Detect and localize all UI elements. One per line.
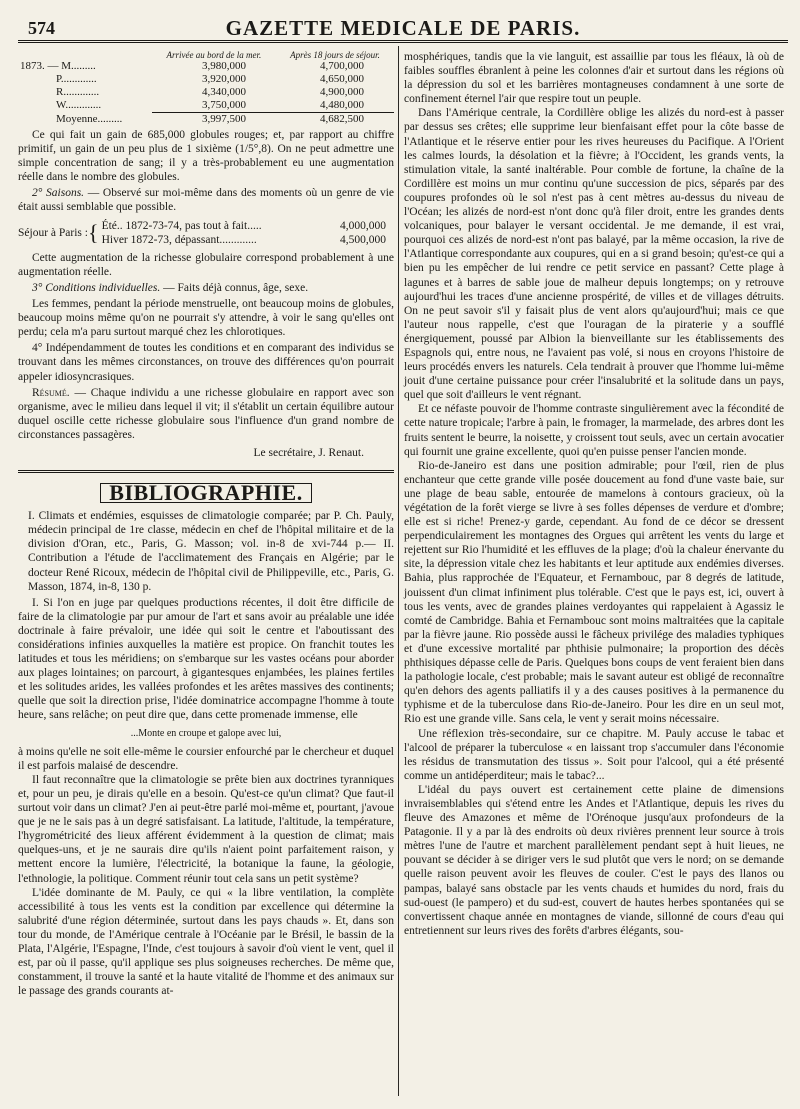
row-label: 1873. — M......... <box>20 60 96 72</box>
left-column <box>18 50 394 998</box>
bibliographic-reference: I. Climats et endémies, esquisses de climatologie comparée; par P. Ch. Pauly, médecin principal de 1re classe, médecin en chef de l'hôpital militaire et de la division d'Oran, etc., Paris, G. Masson; vol. in-8 de xvi-744 p.— II. Contribution a l'étude de l'acclimatement des Français en Algérie; par le docteur René Ricoux, médecin de l'hôpital civil de Philippeville, etc., Paris, G. Masson, 1874, in-8, 130 p. <box>28 510 394 593</box>
sejour-block <box>18 219 394 247</box>
quotation: ...Monte en croupe et galope avec lui, <box>130 727 282 739</box>
paragraph: Et ce néfaste pouvoir de l'homme contraste singulièrement avec la fécondité de cette nature tropicale; l'arbre à pain, le fromager, la marmelade, des arbres dont les fruits sentent le beurre, la noisette, y croissent tout seuls, avec un certain avocatier qui fournit une graine excellente, quoi qu'en puisse penser l'ancien monde. <box>404 403 784 458</box>
row-label: P............. <box>56 73 97 85</box>
mean-value-arrival: 3,997,500 <box>201 113 246 125</box>
row-label: W............. <box>56 99 102 112</box>
signature: Le secrétaire, J. Renaut. <box>253 446 364 459</box>
paragraph-heading: 2° Saisons. <box>32 187 85 200</box>
row-value-after: 4,650,000 <box>320 73 364 85</box>
paragraph-heading: 3° Conditions individuelles. <box>32 281 161 294</box>
paragraph: L'idéal du pays ouvert est certainement cette plaine de dimensions invraisemblables qui s'étend entre les Andes et l'Atlantique, depuis les rives du fleuve des Amazones et même de l'Orénoque jusqu'aux profondeurs de la Patagonie. Il y a par là des endroits où deux rivières prennent leur source à trois mètres l'une de l'autre et marchent parallèlement pendant sept à huit lieues, ne pouvant se décider à se diriger vers le sud plutôt que vers le nord; on se demande quelle raison peuvent avoir les fleuves de couler. C'est le pays des llanos ou pampas, balayé sans obstacle par les vents chauds et humides du nord, frais du sud-ouest (le pampero) et du sud-est, couvert de hautes herbes spontanées qui se convertissent chaque année en montagnes de viande, sillonné de cours d'eau qui entretiennent sur leurs rives des forêts d'arbres élégants, sou- <box>404 783 784 937</box>
row-value-arrival: 3,920,000 <box>201 73 246 85</box>
paragraph: 4° Indépendamment de toutes les conditions et en comparant des individus se trouvant dans les mêmes circonstances, on trouve des différences qu'on pourrait appeler idiosyncrasiques. <box>18 342 394 383</box>
paragraph: Cette augmentation de la richesse globulaire correspond probablement à une augmentation réelle. <box>18 251 394 278</box>
table-header-after: Après 18 jours de séjour. <box>290 50 380 60</box>
paragraph: Il faut reconnaître que la climatologie se prête bien aux doctrines tyranniques et, pour un peu, je dirais qu'elle en a besoin. Qu'est-ce qu'un climat? Que faut-il surtout voir dans un climat? J'en ai peut-être parlé moi-même et, pourtant, j'avoue que je ne le sais pas à un degré satisfaisant. La latitude, l'altitude, la température, l'hygrométricité des lieux afférent évidemment à la question de climat; mais quelques-uns, et je ne saurais dire qu'ils n'aient point parfaitement raison, y mettent encore la lumière, l'électricité, la botanique la faune, la géologie, l'ethnologie, la politique. Comment réunir tout cela sans un petit système? <box>18 773 394 885</box>
paragraph: Résumé. — Chaque individu a une richesse globulaire en rapport avec son organisme, avec le milieu dans lequel il vit; il s'établit un certain équilibre autour duquel oscille cette richesse globulaire sous l'influence d'un grand nombre de circonstances passagères. <box>18 386 394 441</box>
table-header-arrival: Arrivée au bord de la mer. <box>166 50 262 60</box>
row-value-after: 4,900,000 <box>320 86 364 98</box>
table-row <box>18 73 394 86</box>
paragraph: à moins qu'elle ne soit elle-même le coursier enfourché par le chercheur et duquel il est parfois malaisé de descendre. <box>18 745 394 772</box>
table-row <box>18 99 394 113</box>
table-mean-row <box>18 113 394 127</box>
section-divider <box>18 470 394 473</box>
paragraph: L'idée dominante de M. Pauly, ce qui « la libre ventilation, la complète accessibilité à tous les vents est la condition par excellence qui détermine la salubrité d'une région déterminée, surtout dans les pays chauds ». Et, dans son tour du monde, de l'Amérique centrale à l'Océanie par le Brésil, le bassin de la Plata, l'Algérie, l'Espagne, l'Inde, c'est toujours à savoir d'où vient le vent, quel il est, par où il passe, qu'il applique ses plus soigneuses recherches. De même que, constamment, il trouve la santé et la haute vitalité de l'homme et des animaux sur le passage des grands courants at- <box>18 886 394 998</box>
row-value-arrival: 3,980,000 <box>201 60 246 72</box>
mean-label: Moyenne......... <box>56 112 123 125</box>
row-value-after: 4,700,000 <box>320 60 364 72</box>
paragraph: Ce qui fait un gain de 685,000 globules rouges; et, par rapport au chiffre primitif, un gain de un peu plus de 1 sixième (1/5°,8). On ne peut admettre une simple concentration de sang; il y a très-probablement eu une augmentation réelle dans le nombre des globules. <box>18 129 394 184</box>
row-label: R............. <box>56 86 100 98</box>
row-value-after: 4,480,000 <box>276 99 394 113</box>
table-row <box>18 60 394 73</box>
paragraph: mosphériques, tandis que la vie languit, est assaillie par tous les fléaux, là où de faibles souffles ébranlent à peine les colonnes d'air et surtout dans les régions où la dépression du sol et les barrières montagneuses condamnent à une sorte de confinement éternel l'air que respire tout un peuple. <box>404 51 784 106</box>
row-value-arrival: 3,750,000 <box>152 99 276 113</box>
paragraph: Les femmes, pendant la période menstruelle, ont beaucoup moins de globules, beaucoup moins même qu'on ne pourrait s'y attendre, à voir le sang qu'elles ont perdu; cela m'a paru surtout marqué chez les chlorotiques. <box>18 298 394 339</box>
paragraph: 2° Saisons. — Observé sur moi-même dans des moments où un genre de vie était aussi semblable que possible. <box>18 187 394 214</box>
page-number: 574 <box>28 18 55 38</box>
paragraph: I. Si l'on en juge par quelques productions récentes, il doit être difficile de faire de la climatologie par pur amour de l'art et sans avoir au préalable une idée doctrinale à faire prévaloir, une idée qui soit le centre et l'aboutissant des considérations infinies auxquelles la matière est propice. On franchit toutes les latitudes et tous les méridiens; on s'embarque sur les vastes océans pour aborder aux plages lointaines; on parcourt, à gigantesques enjambées, les plaines fertiles et les solitudes arides, les vallées profondes et les arêtes massives des continents; quelle que soit la direction prise, l'idée dominatrice accompagne l'homme à toute heure, sans relâche; on peut dire que, dans cette promenade immense, elle <box>18 596 394 722</box>
paragraph: Rio-de-Janeiro est dans une position admirable; pour l'œil, rien de plus enchanteur que cette grande ville posée doucement au fond d'une vaste baie, sur une plage de beau sable, entourée de mamelons à contours gracieux, où la végétation de la forêt vierge se livre à ses folles dépenses de verdure et d'ombre; elle est si riche! Prenez-y garde, cependant. Au fond de ce décor se dressent perpendiculairement les montagnes des Orgues qui arrêtent les vents du large et rejettent sur Rio l'humidité et les effluves de la plage; d'où la chaleur énervante du site, la dépression vitale chez les habitants et leur aptitude aux endémies diverses. Bahia, plus rapprochée de l'Equateur, et Fernambouc, par 8 degrés de latitude, jouissent d'un climat infiniment plus tolérable. C'est que le pays est, ici, ouvert à tous les vents, avec de grandes plaines verdoyantes qui rappelaient à Agassiz le comté de Cambridge. Bahia et Fernambouc sont moins maltraitées que la capitale par la fièvre jaune. Rio possède aussi le fâcheux privilége des maladies typhiques et d'une excessive mortalité par phthisie pulmonaire; la proportion des décès phthisiques dépasse celle de Paris. Quelques bons coups de vent feraient bien dans la pathologie locale, c'est probable; mais le savant auteur est obligé de reconnaître qu'en dehors des agents palliatifs il y a des causes positives à la permanence du typhisme et de la tuberculose dans Rio-de-Janeiro. Pour les dire en un seul mot, Rio est une grande ville. Sans cela, le vent y serait moins nécessaire. <box>404 459 784 726</box>
globule-count-table <box>18 50 394 126</box>
sejour-label: Séjour à Paris : <box>18 226 88 239</box>
paragraph: Une réflexion très-secondaire, sur ce chapitre. M. Pauly accuse le tabac et l'alcool de préparer la tuberculose « en laissant trop s'accumuler dans l'économie les résidus de transmutation des tissus ». Soit pour l'alcool, qui a été présenté comme un antidéperditeur; mais le tabac?... <box>404 727 784 782</box>
paragraph: Dans l'Amérique centrale, la Cordillère oblige les alizés du nord-est à passer par dessus ses crêtes; elle supprime leur bienfaisant effet pour la côte basse de l'Atlantique et le réserve entier pour les rives heureuses du Pacifique. A l'Orient les calmes lourds, la désolation et la fièvre; à l'Occident, les grands vents, la stimulation vitale, la santé inaltérable. Pour comble de fortune, la chaîne de la Cordillère est moins un mur continu qu'une succession de pics, séparés par des coupures profondes où le sol n'est pas à cent mètres au-dessus du niveau de l'Océan; les alizés de nord-est n'ont donc qu'à filer droit, entre les grandes dents volcaniques, pour balayer le versant occidental. Je me demande, il est vrai, pourquoi ces alizés de nord-est n'ont pas balayé, par la même occasion, la rive de l'Atlantique correspondante aux coupures, qui en a si grand besoin; qu'est-ce qui a bien pu les empêcher de lui rendre ce petit service en passant? Cette plage à lagunes et à barres de sable joue de malheur depuis longtemps; on y retrouve aujourd'hui les traces d'une ancienne prospérité, de villes et de villages détruits. On ne peut savoir s'il y faisait plus de vent alors qu'aujourd'hui; mais ce que l'auteur nous rappelle, c'est que l'ouragan de la piraterie y a soufflé énergiquement, poussé par Albion la bienveillante sur les établissements des Espagnols qui, entre nous, ne l'avaient pas volé, si nous en croyons l'histoire de leurs procédés envers les naturels. Cela tendrait à prouver que l'homme lui-même jouit d'une certaine puissance pour créer l'insalubrité et la solitude dans un pays, quel que soit d'ailleurs le vent régnant. <box>404 107 784 402</box>
section-title: BIBLIOGRAPHIE. <box>100 483 312 503</box>
sejour-line: Été.. 1872-73-74, pas tout à fait..... 4,000,000 <box>101 219 386 232</box>
column-divider <box>398 46 399 1096</box>
paragraph: 3° Conditions individuelles. — Faits déjà connus, âge, sexe. <box>32 281 309 294</box>
mean-value-after: 4,682,500 <box>320 113 364 125</box>
journal-title: GAZETTE MEDICALE DE PARIS. <box>225 16 581 40</box>
paragraph-heading: Résumé. <box>32 386 70 399</box>
table-row <box>18 86 394 99</box>
row-value-arrival: 4,340,000 <box>201 86 246 98</box>
page-header <box>18 12 788 43</box>
sejour-line: Hiver 1872-73, dépassant............. 4,500,000 <box>101 233 386 246</box>
right-column <box>404 50 784 938</box>
brace-glyph: { <box>88 219 99 245</box>
